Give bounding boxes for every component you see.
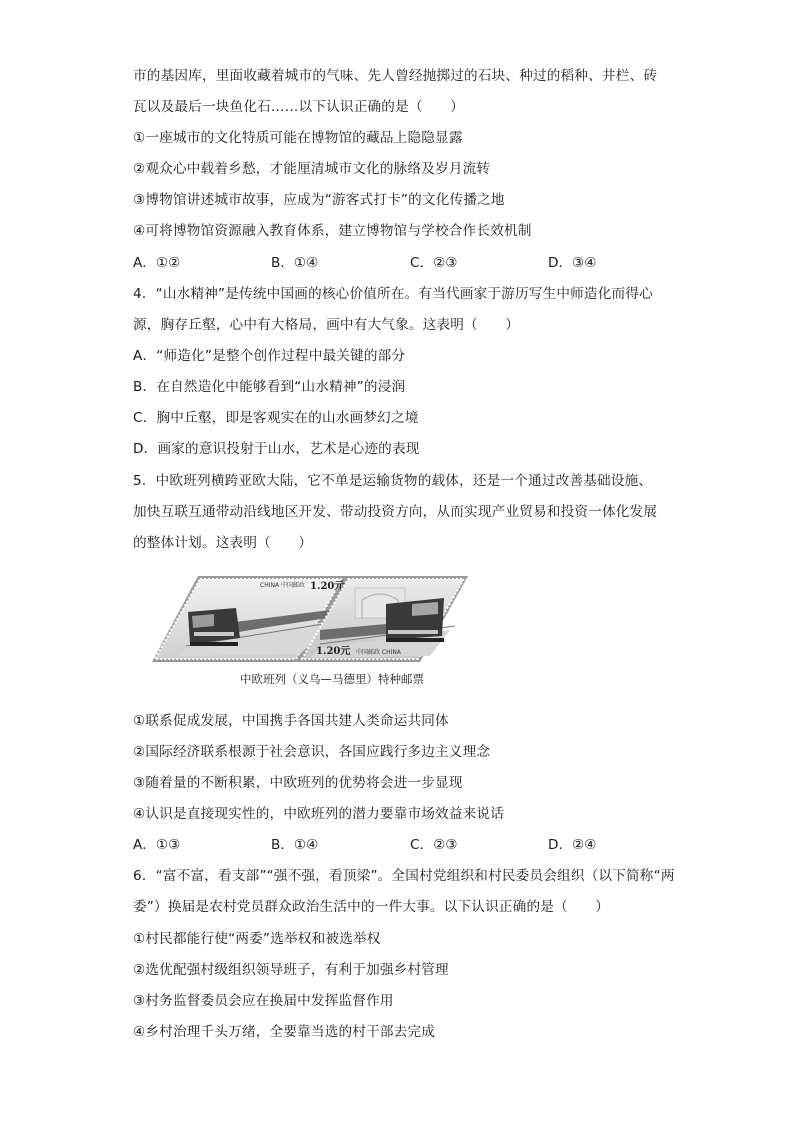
q4-choice-b: B．在自然造化中能够看到“山水精神”的浸润 [133,379,406,395]
china-europe-train-stamps-image [150,574,470,664]
q5-option-a: A．①③ [133,837,181,853]
q3-option-d: D．③④ [548,255,597,271]
q4-choice-a: A．“师造化”是整个创作过程中最关键的部分 [133,348,406,364]
q5-option-c: C．②③ [410,837,458,853]
q5-options [133,835,673,855]
left-stamp-country: CHINA 中国邮政 [260,582,305,589]
q3-statement-1: ①一座城市的文化特质可能在博物馆的藏品上隐隐显露 [133,130,463,146]
q5-stem-line-1: 5．中欧班列横跨亚欧大陆，它不单是运输货物的载体，还是一个通过改善基础设施、 [133,473,653,489]
q3-statement-3: ③博物馆讲述城市故事，应成为“游客式打卡”的文化传播之地 [133,192,505,208]
q4-choice-c: C．胸中丘壑，即是客观实在的山水画梦幻之境 [133,410,419,426]
q3-options [133,253,673,273]
q5-statement-3: ③随着量的不断积累，中欧班列的优势将会进一步显现 [133,775,463,791]
q6-statement-3: ③村务监督委员会应在换届中发挥监督作用 [133,993,394,1009]
q3-stem-line-1: 市的基因库，里面收藏着城市的气味、先人曾经抛掷过的石块、种过的稻种、井栏、砖 [133,68,658,84]
q5-stem-line-3: 的整体计划。这表明（ ） [133,535,313,551]
q3-statement-2: ②观众心中载着乡愁，才能厘清城市文化的脉络及岁月流转 [133,161,491,177]
q4-stem-line-1: 4．“山水精神”是传统中国画的核心价值所在。有当代画家于游历写生中师造化而得心 [133,286,653,302]
q3-option-b: B．①④ [271,255,319,271]
q3-stem-line-2: 瓦以及最后一块鱼化石……以下认识正确的是（ ） [133,99,465,115]
q5-statement-4: ④认识是直接现实性的，中欧班列的潜力要靠市场效益来说话 [133,806,505,822]
q4-stem-line-2: 源，胸存丘壑，心中有大格局，画中有大气象。这表明（ ） [133,317,520,333]
q6-stem-line-2: 委”）换届是农村党员群众政治生活中的一件大事。以下认识正确的是（ ） [133,899,610,915]
q5-stem-line-2: 加快互联互通带动沿线地区开发、带动投资方向，从而实现产业贸易和投资一体化发展 [133,504,658,520]
q5-option-b: B．①④ [271,837,319,853]
right-stamp-country: 中国邮政 CHINA [356,649,401,656]
q5-statement-1: ①联系促成发展，中国携手各国共建人类命运共同体 [133,713,449,729]
q6-statement-2: ②选优配强村级组织领导班子，有利于加强乡村管理 [133,962,449,978]
q3-option-c: C．②③ [410,255,458,271]
q3-statement-4: ④可将博物馆资源融入教育体系，建立博物馆与学校合作长效机制 [133,223,532,239]
stamp-caption: 中欧班列（义乌—马德里）特种邮票 [240,672,424,686]
q5-option-d: D．②④ [548,837,597,853]
q6-stem-line-1: 6．“富不富，看支部”“强不强，看顶梁”。全国村党组织和村民委员会组织（以下简称“两 [133,868,675,884]
q4-choice-d: D．画家的意识投射于山水，艺术是心迹的表现 [133,441,420,457]
q5-statement-2: ②国际经济联系根源于社会意识，各国应践行多边主义理念 [133,744,491,760]
left-stamp-value: 1.20元 [310,581,345,592]
q3-option-a: A．①② [133,255,181,271]
right-stamp-value: 1.20元 [316,646,351,657]
q6-statement-1: ①村民都能行使“两委”选举权和被选举权 [133,931,381,947]
q6-statement-4: ④乡村治理千头万绪，全要靠当选的村干部去完成 [133,1024,436,1040]
